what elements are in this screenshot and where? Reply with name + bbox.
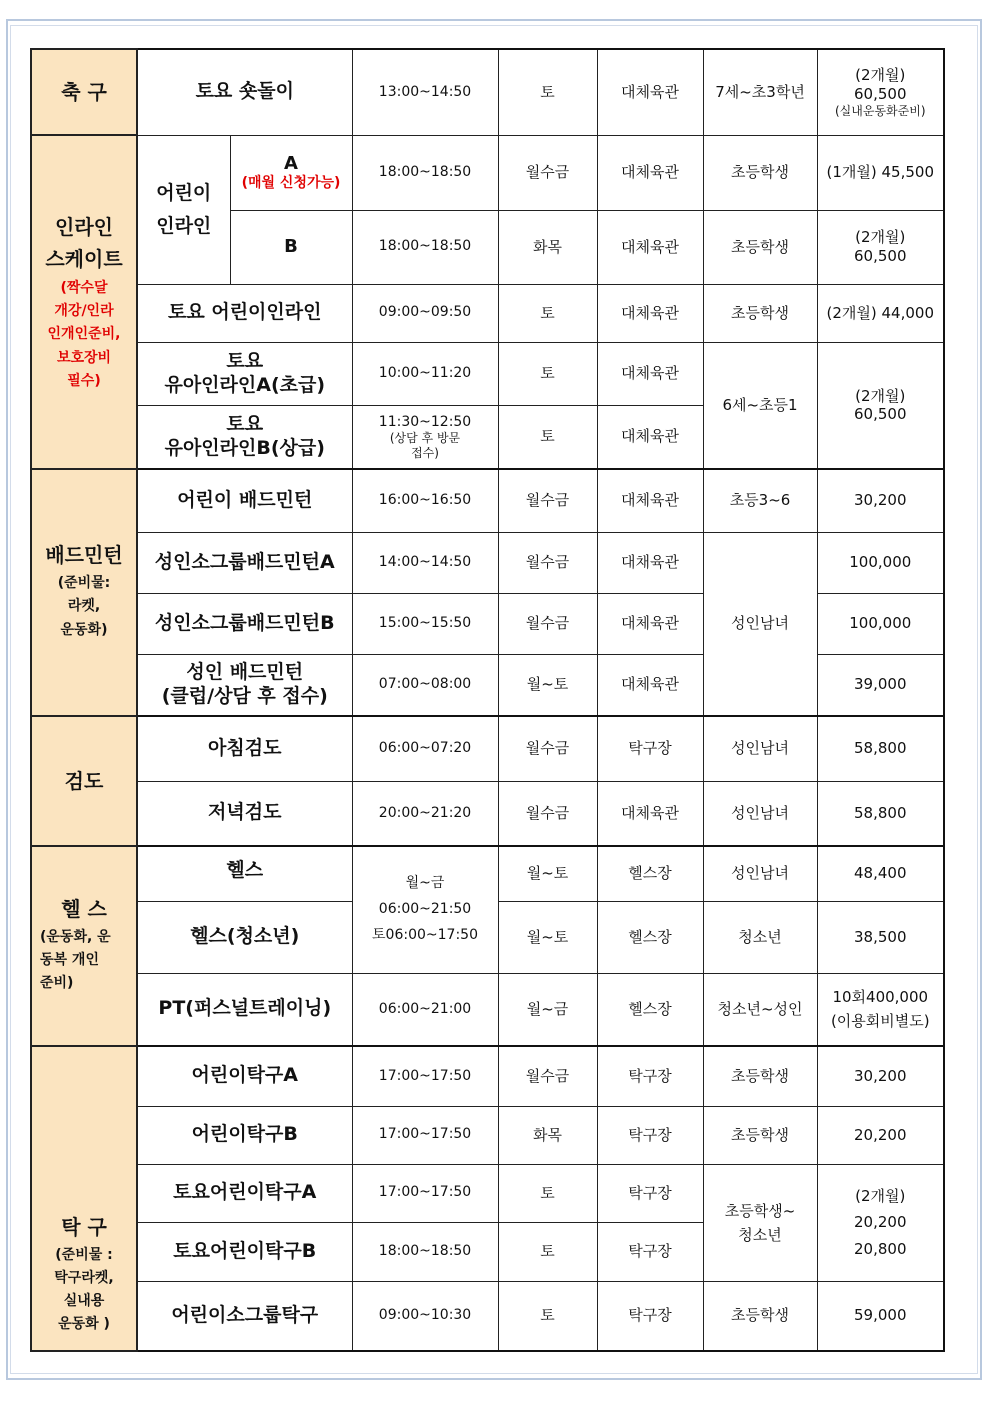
target-cell: 초등학생~ 청소년 bbox=[703, 1164, 817, 1281]
program-name: 어린이 배드민턴 bbox=[137, 469, 352, 532]
day-cell: 월~토 bbox=[498, 846, 597, 901]
day-cell: 월수금 bbox=[498, 593, 597, 654]
program-name: 토요어린이탁구A bbox=[137, 1164, 352, 1222]
place-cell: 대체육관 bbox=[597, 405, 703, 469]
program-name: 토요 숏돌이 bbox=[137, 49, 352, 135]
day-cell: 월수금 bbox=[498, 135, 597, 210]
program-group: 어린이 인라인 bbox=[137, 135, 230, 284]
table-row bbox=[31, 135, 944, 210]
day-cell: 토 bbox=[498, 49, 597, 135]
fee-cell: (2개월) 44,000 bbox=[817, 284, 944, 342]
fee-cell: 20,200 bbox=[817, 1106, 944, 1164]
category-health: 헬 스 (운동화, 운 동복 개인 준비) bbox=[31, 846, 137, 1046]
fee-cell: 48,400 bbox=[817, 846, 944, 901]
time-cell: 17:00~17:50 bbox=[352, 1106, 498, 1164]
fee-cell: 58,800 bbox=[817, 781, 944, 846]
target-cell: 7세~초3학년 bbox=[703, 49, 817, 135]
fee-cell: 58,800 bbox=[817, 716, 944, 781]
fee-cell: (2개월) 20,200 20,800 bbox=[817, 1164, 944, 1281]
time-cell: 06:00~21:00 bbox=[352, 973, 498, 1046]
time-cell: 09:00~10:30 bbox=[352, 1281, 498, 1351]
day-cell: 월수금 bbox=[498, 781, 597, 846]
program-name: 아침검도 bbox=[137, 716, 352, 781]
place-cell: 대체육관 bbox=[597, 49, 703, 135]
day-cell: 토 bbox=[498, 1222, 597, 1281]
program-name: 저녁검도 bbox=[137, 781, 352, 846]
fee-amount: 60,500 bbox=[854, 85, 907, 104]
table-row bbox=[31, 342, 944, 405]
place-cell: 탁구장 bbox=[597, 716, 703, 781]
program-schedule-table bbox=[30, 48, 945, 1352]
day-cell: 월수금 bbox=[498, 469, 597, 532]
program-name: A (매월 신청가능) bbox=[230, 135, 352, 210]
table-row bbox=[31, 284, 944, 342]
time-cell: 18:00~18:50 bbox=[352, 135, 498, 210]
day-cell: 토 bbox=[498, 342, 597, 405]
day-cell: 월~토 bbox=[498, 654, 597, 716]
target-cell: 성인남녀 bbox=[703, 781, 817, 846]
day-cell: 토 bbox=[498, 284, 597, 342]
time-cell: 20:00~21:20 bbox=[352, 781, 498, 846]
program-name: 성인소그룹배드민턴A bbox=[137, 532, 352, 593]
program-name: 토요 어린이인라인 bbox=[137, 284, 352, 342]
target-cell: 청소년 bbox=[703, 901, 817, 973]
day-cell: 월~토 bbox=[498, 901, 597, 973]
time-cell: 07:00~08:00 bbox=[352, 654, 498, 716]
category-soccer: 축 구 bbox=[31, 49, 137, 135]
time-cell: 14:00~14:50 bbox=[352, 532, 498, 593]
table-row bbox=[31, 1106, 944, 1164]
fee-period: (2개월) bbox=[855, 66, 906, 85]
fee-cell: 30,200 bbox=[817, 469, 944, 532]
time-cell: 09:00~09:50 bbox=[352, 284, 498, 342]
table-row bbox=[31, 532, 944, 593]
program-name: 토요 유아인라인B(상급) bbox=[137, 405, 352, 469]
place-cell: 대체육관 bbox=[597, 781, 703, 846]
table-row bbox=[31, 49, 944, 135]
table-row bbox=[31, 1281, 944, 1351]
program-name: B bbox=[230, 210, 352, 284]
program-name: 헬스 bbox=[137, 846, 352, 901]
target-cell: 초등3~6 bbox=[703, 469, 817, 532]
time-cell: 06:00~07:20 bbox=[352, 716, 498, 781]
target-cell: 초등학생 bbox=[703, 210, 817, 284]
target-cell: 초등학생 bbox=[703, 135, 817, 210]
table-row bbox=[31, 1046, 944, 1106]
program-name: 토요 유아인라인A(초급) bbox=[137, 342, 352, 405]
target-cell: 초등학생 bbox=[703, 1281, 817, 1351]
program-name: 어린이소그룹탁구 bbox=[137, 1281, 352, 1351]
day-cell: 월수금 bbox=[498, 1046, 597, 1106]
program-name: 토요어린이탁구B bbox=[137, 1222, 352, 1281]
program-name: PT(퍼스널트레이닝) bbox=[137, 973, 352, 1046]
place-cell: 대체육관 bbox=[597, 469, 703, 532]
place-cell: 탁구장 bbox=[597, 1046, 703, 1106]
time-cell: 17:00~17:50 bbox=[352, 1164, 498, 1222]
place-cell: 탁구장 bbox=[597, 1106, 703, 1164]
place-cell: 탁구장 bbox=[597, 1222, 703, 1281]
day-cell: 화목 bbox=[498, 210, 597, 284]
fee-cell: 39,000 bbox=[817, 654, 944, 716]
day-cell: 토 bbox=[498, 1281, 597, 1351]
time-cell: 13:00~14:50 bbox=[352, 49, 498, 135]
program-name: 성인 배드민턴 (클럽/상담 후 접수) bbox=[137, 654, 352, 716]
table-row bbox=[31, 716, 944, 781]
fee-cell: 100,000 bbox=[817, 532, 944, 593]
category-inline: 인라인 스케이트 (짝수달 개강/인라 인개인준비, 보호장비 필수) bbox=[31, 135, 137, 469]
day-cell: 월~금 bbox=[498, 973, 597, 1046]
target-cell: 초등학생 bbox=[703, 1106, 817, 1164]
time-cell: 11:30~12:50 (상담 후 방문 접수) bbox=[352, 405, 498, 469]
category-badminton: 배드민턴 (준비물: 라켓, 운동화) bbox=[31, 469, 137, 716]
program-name: 어린이탁구B bbox=[137, 1106, 352, 1164]
place-cell: 대체육관 bbox=[597, 593, 703, 654]
table-row bbox=[31, 846, 944, 901]
place-cell: 대체육관 bbox=[597, 135, 703, 210]
program-name: 성인소그룹배드민턴B bbox=[137, 593, 352, 654]
place-cell: 대체육관 bbox=[597, 210, 703, 284]
time-cell: 16:00~16:50 bbox=[352, 469, 498, 532]
place-cell: 대체육관 bbox=[597, 654, 703, 716]
table-row bbox=[31, 1164, 944, 1222]
place-cell: 헬스장 bbox=[597, 901, 703, 973]
time-cell: 18:00~18:50 bbox=[352, 210, 498, 284]
fee-cell: 100,000 bbox=[817, 593, 944, 654]
category-table-tennis: 탁 구 (준비물 : 탁구라켓, 실내용 운동화 ) bbox=[31, 1046, 137, 1351]
table-row bbox=[31, 781, 944, 846]
time-cell: 15:00~15:50 bbox=[352, 593, 498, 654]
time-cell: 18:00~18:50 bbox=[352, 1222, 498, 1281]
fee-note: (실내운동화준비) bbox=[835, 103, 926, 118]
place-cell: 대채육관 bbox=[597, 532, 703, 593]
fee-cell: 10회400,000 (이용회비별도) bbox=[817, 973, 944, 1046]
place-cell: 대체육관 bbox=[597, 284, 703, 342]
day-cell: 토 bbox=[498, 1164, 597, 1222]
place-cell: 헬스장 bbox=[597, 846, 703, 901]
day-cell: 월수금 bbox=[498, 532, 597, 593]
day-cell: 토 bbox=[498, 405, 597, 469]
target-cell: 성인남녀 bbox=[703, 532, 817, 716]
fee-cell bbox=[817, 49, 944, 135]
table-row bbox=[31, 973, 944, 1046]
fee-cell: 59,000 bbox=[817, 1281, 944, 1351]
place-cell: 탁구장 bbox=[597, 1164, 703, 1222]
program-name: 어린이탁구A bbox=[137, 1046, 352, 1106]
target-cell: 6세~초등1 bbox=[703, 342, 817, 469]
time-cell: 17:00~17:50 bbox=[352, 1046, 498, 1106]
place-cell: 탁구장 bbox=[597, 1281, 703, 1351]
target-cell: 성인남녀 bbox=[703, 846, 817, 901]
fee-cell: (1개월) 45,500 bbox=[817, 135, 944, 210]
time-cell: 월~금 06:00~21:50 토06:00~17:50 bbox=[352, 846, 498, 973]
target-cell: 청소년~성인 bbox=[703, 973, 817, 1046]
place-cell: 헬스장 bbox=[597, 973, 703, 1046]
fee-cell: 30,200 bbox=[817, 1046, 944, 1106]
place-cell: 대체육관 bbox=[597, 342, 703, 405]
fee-cell: 38,500 bbox=[817, 901, 944, 973]
fee-cell: (2개월) 60,500 bbox=[817, 342, 944, 469]
target-cell: 초등학생 bbox=[703, 1046, 817, 1106]
time-cell: 10:00~11:20 bbox=[352, 342, 498, 405]
fee-cell: (2개월) 60,500 bbox=[817, 210, 944, 284]
table-row bbox=[31, 469, 944, 532]
target-cell: 초등학생 bbox=[703, 284, 817, 342]
day-cell: 화목 bbox=[498, 1106, 597, 1164]
target-cell: 성인남녀 bbox=[703, 716, 817, 781]
day-cell: 월수금 bbox=[498, 716, 597, 781]
program-name: 헬스(청소년) bbox=[137, 901, 352, 973]
category-kendo: 검도 bbox=[31, 716, 137, 846]
